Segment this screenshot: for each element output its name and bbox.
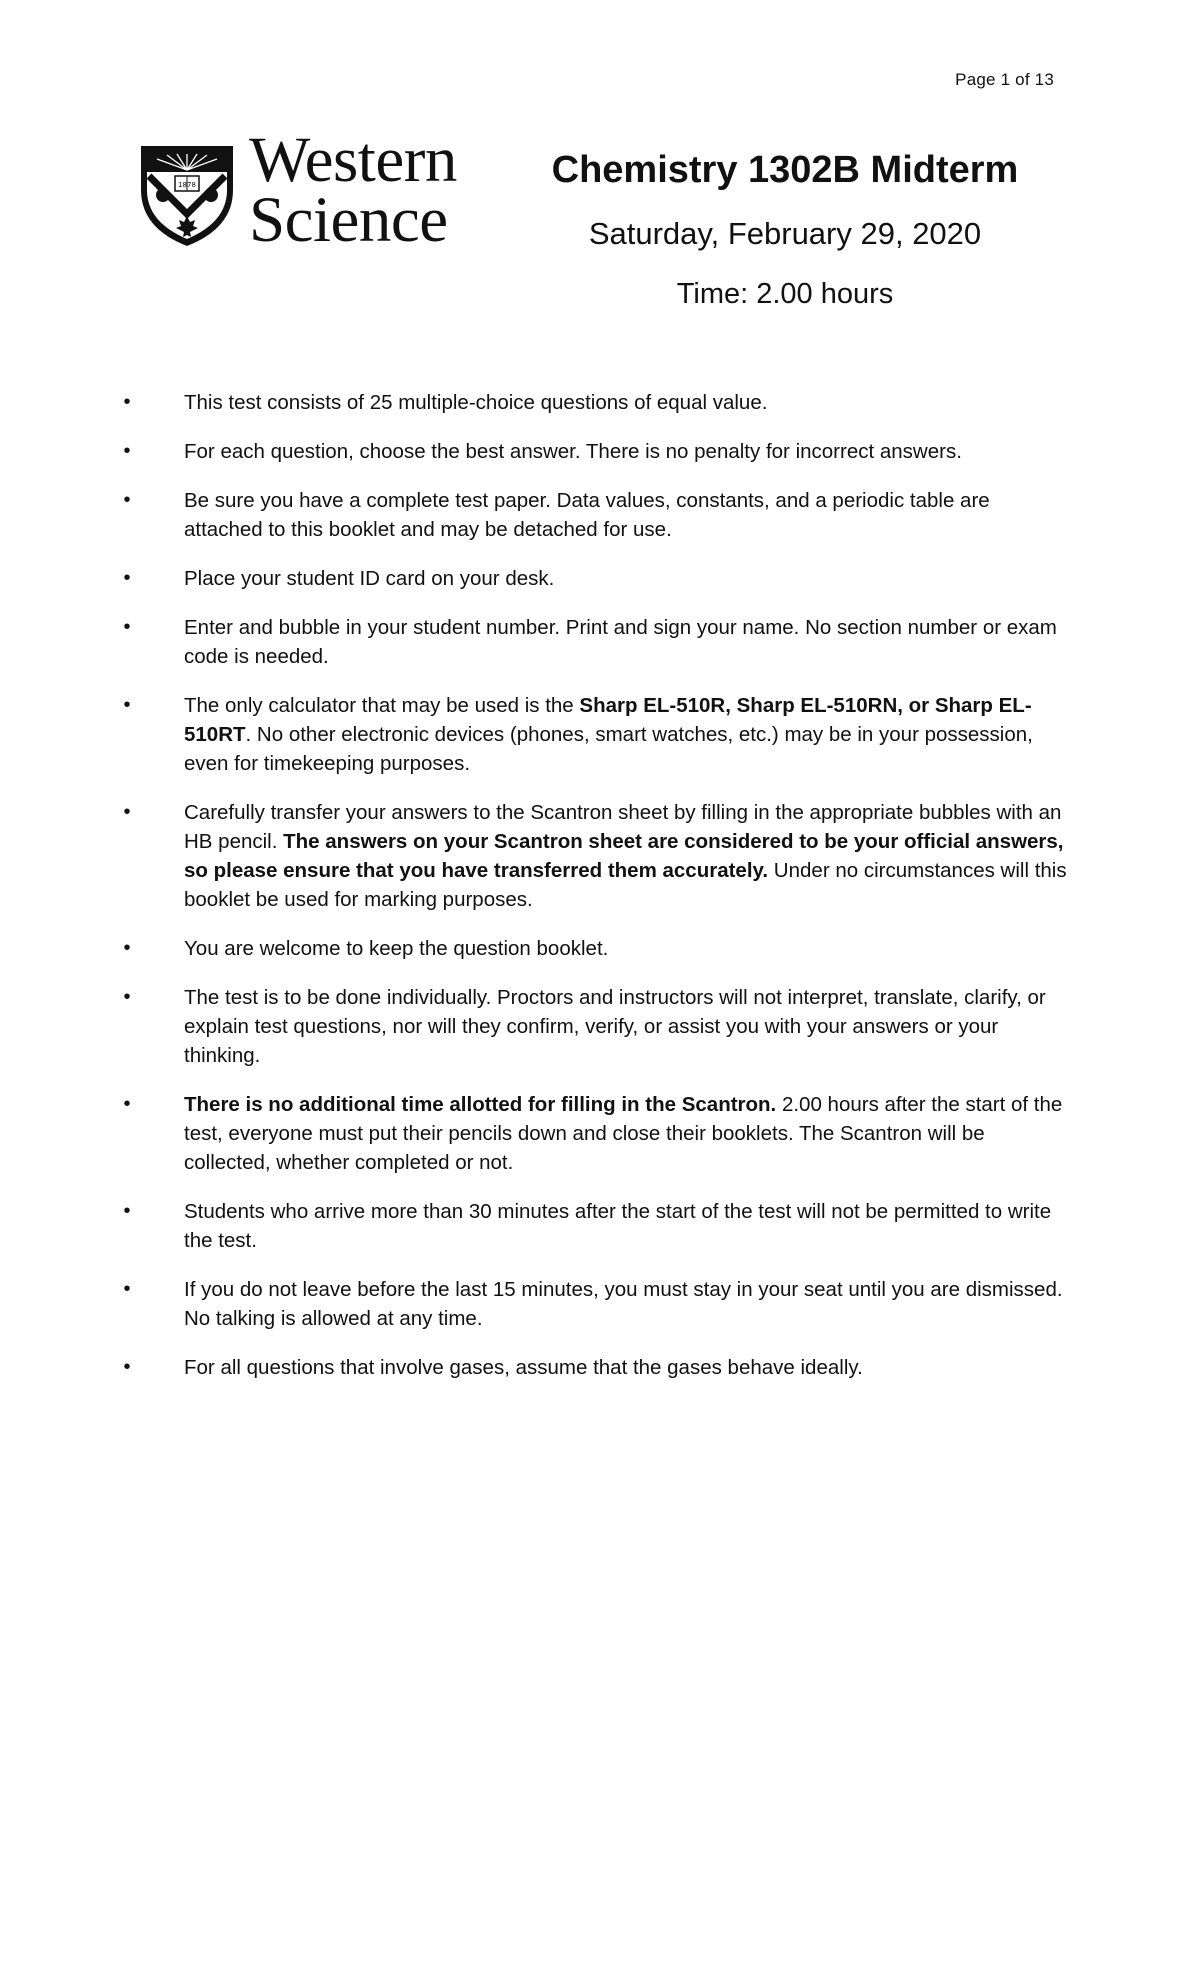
bullet-icon: • <box>123 1356 131 1378</box>
bullet-icon: • <box>123 1093 131 1115</box>
instruction-text: Place your student ID card on your desk. <box>184 567 555 590</box>
instruction-text: Enter and bubble in your student number. Print and sign your name. No section number or exam code is needed. <box>184 616 1057 668</box>
instruction-text: For each question, choose the best answer. There is no penalty for incorrect answers. <box>184 440 962 463</box>
instruction-item <box>122 564 1072 593</box>
western-science-logo <box>137 124 482 260</box>
exam-title: Chemistry 1302B Midterm <box>551 149 1019 191</box>
logo-line-western: Western <box>249 124 457 196</box>
instruction-item <box>122 388 1072 417</box>
instruction-text: For all questions that involve gases, assume that the gases behave ideally. <box>184 1356 863 1379</box>
instruction-item <box>122 1353 1072 1382</box>
instruction-text: This test consists of 25 multiple-choice questions of equal value. <box>184 391 768 414</box>
instruction-text: Students who arrive more than 30 minutes after the start of the test will not be permitted to write the test. <box>184 1200 1052 1252</box>
instruction-item <box>122 1090 1072 1177</box>
instruction-item <box>122 798 1072 914</box>
instruction-text: Be sure you have a complete test paper. Data values, constants, and a periodic table are attached to this booklet and may be detached for use. <box>184 489 990 541</box>
bullet-icon: • <box>123 391 131 413</box>
instruction-text-bold: The answers on your Scantron sheet are considered to be your official answers, so please ensure that you have transferred them accurately. <box>184 830 1064 882</box>
instruction-text-bold: Sharp EL-510R, Sharp EL-510RN, or Sharp EL-510RT <box>184 694 1032 746</box>
logo-wordmark <box>249 124 457 256</box>
instruction-text: The test is to be done individually. Proctors and instructors will not interpret, translate, clarify, or explain test questions, nor will they confirm, verify, or assist you with your answers or your thinking. <box>184 986 1046 1067</box>
crest-year-label: 1878 <box>178 181 196 189</box>
exam-time: Time: 2.00 hours <box>676 278 894 310</box>
instruction-item <box>122 934 1072 963</box>
instruction-text: 2.00 hours after the start of the test, everyone must put their pencils down and close their booklets. The Scantron will be collected, whether completed or not. <box>184 1093 1063 1174</box>
instruction-item <box>122 613 1072 671</box>
bullet-icon: • <box>123 937 131 959</box>
instruction-text: Under no circumstances will this booklet be used for marking purposes. <box>184 859 1067 911</box>
instruction-text: If you do not leave before the last 15 minutes, you must stay in your seat until you are dismissed. No talking is allowed at any time. <box>184 1278 1063 1330</box>
bullet-icon: • <box>123 567 131 589</box>
instruction-item <box>122 691 1072 778</box>
title-block <box>530 140 1040 314</box>
bullet-icon: • <box>123 440 131 462</box>
instruction-text: Carefully transfer your answers to the Scantron sheet by filling in the appropriate bubbles with an HB pencil. <box>184 801 1062 853</box>
page-number: Page 1 of 13 <box>955 70 1054 89</box>
bullet-icon: • <box>123 801 131 823</box>
logo-line-science: Science <box>249 184 448 256</box>
bullet-icon: • <box>123 694 131 716</box>
instruction-text: You are welcome to keep the question booklet. <box>184 937 609 960</box>
instruction-item <box>122 983 1072 1070</box>
instruction-text: The only calculator that may be used is the <box>184 694 580 717</box>
instruction-item <box>122 1197 1072 1255</box>
bullet-icon: • <box>123 986 131 1008</box>
bullet-icon: • <box>123 616 131 638</box>
instruction-text-bold: There is no additional time allotted for filling in the Scantron. <box>184 1093 777 1116</box>
western-crest-icon <box>137 140 237 250</box>
bullet-icon: • <box>123 489 131 511</box>
instruction-item <box>122 437 1072 466</box>
instruction-item <box>122 1275 1072 1333</box>
exam-date: Saturday, February 29, 2020 <box>588 216 982 251</box>
instructions-list <box>122 388 1072 1402</box>
instruction-text: . No other electronic devices (phones, smart watches, etc.) may be in your possession, even for timekeeping purposes. <box>184 723 1033 775</box>
bullet-icon: • <box>123 1278 131 1300</box>
bullet-icon: • <box>123 1200 131 1222</box>
instruction-item <box>122 486 1072 544</box>
